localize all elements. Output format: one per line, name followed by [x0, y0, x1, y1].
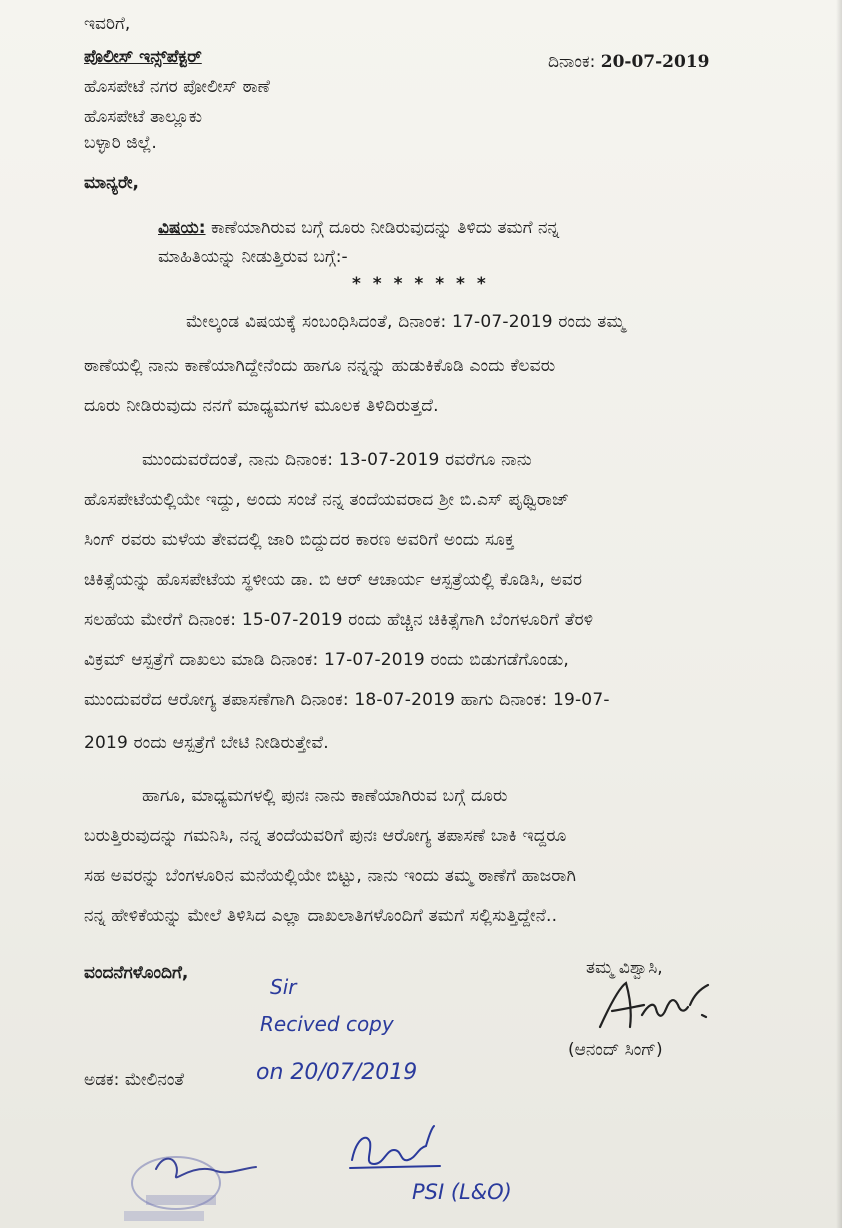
- signatory-name: (ಆನಂದ್ ಸಿಂಗ್): [568, 1040, 663, 1060]
- subject-separator: * * * * * * *: [352, 274, 489, 294]
- to-label: ಇವರಿಗೆ,: [84, 14, 131, 34]
- p2-line-3: ಸಿಂಗ್ ರವರು ಮಳೆಯ ತೇವದಲ್ಲಿ ಜಾರಿ ಬಿದ್ದುದರ ಕಾರಣ ಅವರಿಗೆ ಅಂದು ಸೂಕ್ತ: [84, 530, 515, 550]
- p2-line-1: ಮುಂದುವರೆದಂತೆ, ನಾನು ದಿನಾಂಕ: 13-07-2019 ರವರೆಗೂ ನಾನು: [142, 450, 532, 470]
- p2-line-8: 2019 ರಂದು ಆಸ್ಪತ್ರೆಗೆ ಬೇಟಿ ನೀಡಿರುತ್ತೇವೆ.: [84, 733, 329, 753]
- signature-officer: [344, 1120, 444, 1178]
- closing-yours: ತಮ್ಮ ವಿಶ್ವಾಸಿ,: [586, 958, 663, 978]
- address-line-3: ಬಳ್ಳಾರಿ ಜಿಲ್ಲೆ.: [84, 133, 157, 153]
- p3-line-3: ಸಹ ಅವರನ್ನು ಬೆಂಗಳೂರಿನ ಮನೆಯಲ್ಲಿಯೇ ಬಿಟ್ಟು, ನಾನು ಇಂದು ತಮ್ಮ ಠಾಣೆಗೆ ಹಾಜರಾಗಿ: [84, 866, 577, 886]
- date-value: 20-07-2019: [600, 52, 710, 72]
- handwritten-sir: Sir: [270, 975, 297, 999]
- p1-line-2: ಠಾಣೆಯಲ್ಲಿ ನಾನು ಕಾಣೆಯಾಗಿದ್ದೇನೆಂದು ಹಾಗೂ ನನ್ನನ್ನು ಹುಡುಕಿಕೊಡಿ ಎಂದು ಕೆಲವರು: [84, 356, 556, 376]
- subject-line-2: ಮಾಹಿತಿಯನ್ನು ನೀಡುತ್ತಿರುವ ಬಗ್ಗೆ:-: [158, 247, 348, 267]
- address-line-2: ಹೊಸಪೇಟೆ ತಾಲ್ಲೂಕು: [84, 107, 202, 127]
- salutation: ಮಾನ್ಯರೇ,: [84, 173, 139, 193]
- page-edge-shadow: [836, 0, 842, 1228]
- p2-line-5: ಸಲಹೆಯ ಮೇರೆಗೆ ದಿನಾಂಕ: 15-07-2019 ರಂದು ಹೆಚ್ಚಿನ ಚಿಕಿತ್ಸೆಗಾಗಿ ಬೆಂಗಳೂರಿಗೆ ತೆರಳಿ: [84, 610, 594, 630]
- handwritten-date: on 20/07/2019: [256, 1060, 418, 1085]
- police-stamp: [116, 1145, 286, 1225]
- closing-greeting: ವಂದನೆಗಳೊಂದಿಗೆ,: [84, 963, 189, 983]
- recipient-title: ಪೊಲೀಸ್ ಇನ್ಸ್‌ಪೆಕ್ಟರ್: [84, 47, 202, 67]
- handwritten-psi: PSI (L&O): [412, 1180, 512, 1204]
- handwritten-received: Recived copy: [260, 1012, 394, 1036]
- subject-label: ವಿಷಯ:: [158, 218, 206, 238]
- p3-line-2: ಬರುತ್ತಿರುವುದನ್ನು ಗಮನಿಸಿ, ನನ್ನ ತಂದೆಯವರಿಗೆ ಪುನಃ ಆರೋಗ್ಯ ತಪಾಸಣೆ ಬಾಕಿ ಇದ್ದರೂ: [84, 826, 567, 846]
- address-line-1: ಹೊಸಪೇಟೆ ನಗರ ಪೋಲೀಸ್ ಠಾಣೆ: [84, 77, 270, 97]
- signature-anand: [590, 975, 730, 1035]
- enclosure-note: ಅಡಕ: ಮೇಲಿನಂತೆ: [84, 1070, 185, 1090]
- subject-line-1: [158, 218, 559, 238]
- date-label: ದಿನಾಂಕ:: [548, 52, 596, 72]
- p2-line-6: ವಿಕ್ರಮ್ ಆಸ್ಪತ್ರೆಗೆ ದಾಖಲು ಮಾಡಿ ದಿನಾಂಕ: 17-07-2019 ರಂದು ಬಿಡುಗಡೆಗೊಂಡು,: [84, 650, 570, 670]
- p2-line-4: ಚಿಕಿತ್ಸೆಯನ್ನು ಹೊಸಪೇಟೆಯ ಸ್ಥಳೀಯ ಡಾ. ಬಿ ಆರ್ ಆಚಾರ್ಯ ಆಸ್ಪತ್ರೆಯಲ್ಲಿ ಕೊಡಿಸಿ, ಅವರ: [84, 570, 583, 590]
- p1-line-3: ದೂರು ನೀಡಿರುವುದು ನನಗೆ ಮಾಧ್ಯಮಗಳ ಮೂಲಕ ತಿಳಿದಿರುತ್ತದೆ.: [84, 396, 439, 416]
- date-block: [548, 52, 710, 72]
- p3-line-4: ನನ್ನ ಹೇಳಿಕೆಯನ್ನು ಮೇಲೆ ತಿಳಿಸಿದ ಎಲ್ಲಾ ದಾಖಲಾತಿಗಳೊಂದಿಗೆ ತಮಗೆ ಸಲ್ಲಿಸುತ್ತಿದ್ದೇನೆ..: [84, 906, 558, 926]
- p1-line-1: ಮೇಲ್ಕಂಡ ವಿಷಯಕ್ಕೆ ಸಂಬಂಧಿಸಿದಂತೆ, ದಿನಾಂಕ: 17-07-2019 ರಂದು ತಮ್ಮ: [186, 312, 626, 332]
- p2-line-2: ಹೊಸಪೇಟೆಯಲ್ಲಿಯೇ ಇದ್ದು, ಅಂದು ಸಂಜೆ ನನ್ನ ತಂದೆಯವರಾದ ಶ್ರೀ ಬಿ.ಎಸ್ ಪೃಥ್ವಿರಾಜ್: [84, 490, 570, 510]
- subject-text-1: ಕಾಣೆಯಾಗಿರುವ ಬಗ್ಗೆ ದೂರು ನೀಡಿರುವುದನ್ನು ತಿಳಿದು ತಮಗೆ ನನ್ನ: [210, 218, 560, 238]
- p3-line-1: ಹಾಗೂ, ಮಾಧ್ಯಮಗಳಲ್ಲಿ ಪುನಃ ನಾನು ಕಾಣೆಯಾಗಿರುವ ಬಗ್ಗೆ ದೂರು: [142, 786, 508, 806]
- p2-line-7: ಮುಂದುವರೆದ ಆರೋಗ್ಯ ತಪಾಸಣೆಗಾಗಿ ದಿನಾಂಕ: 18-07-2019 ಹಾಗು ದಿನಾಂಕ: 19-07-: [84, 690, 610, 710]
